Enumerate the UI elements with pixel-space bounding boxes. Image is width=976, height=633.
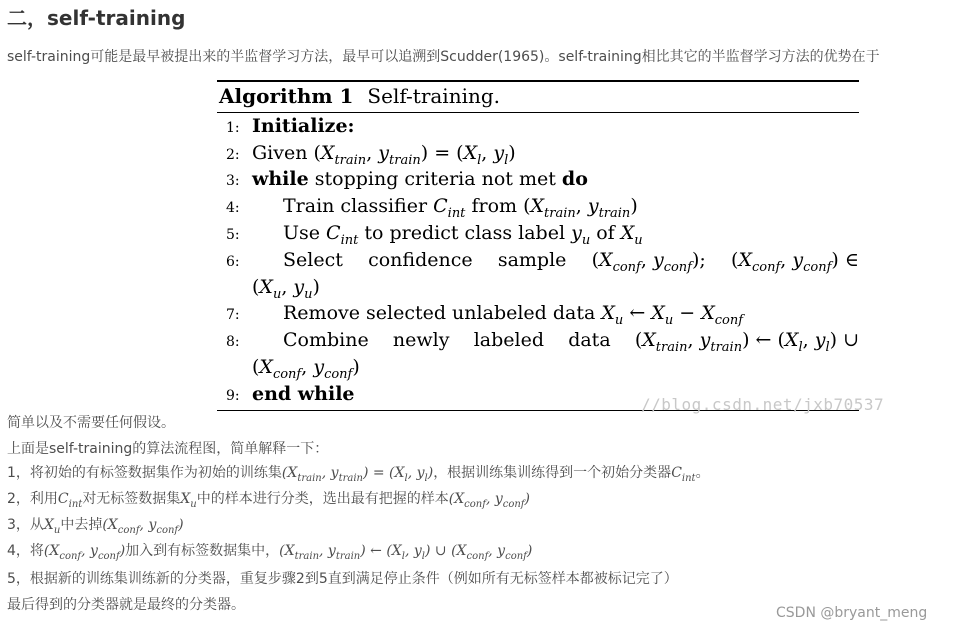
algorithm-label: Algorithm 1 — [219, 84, 354, 108]
explain-intro: 上面是self-training的算法流程图，简单解释一下： — [7, 441, 329, 457]
algorithm-caption — [219, 84, 500, 108]
intro-paragraph: self-training可能是最早被提出来的半监督学习方法，最早可以追溯到Scudder(1965)。self-training相比其它的半监督学习方法的优势在于 — [7, 49, 880, 65]
step-1-part-b: ，根据训练集训练得到一个初始分类器 — [433, 465, 672, 481]
line-number: 6: — [226, 254, 240, 270]
algorithm-figure — [217, 80, 859, 413]
title-rule — [217, 112, 859, 113]
line-text: Train classifier $C_{int}$ from ($X_{train}$, $y_{train}$) — [283, 195, 638, 221]
after-algorithm-text: 简单以及不需要任何假设。 — [7, 415, 175, 431]
line-text: ($X_{conf}$, $y_{conf}$) — [252, 356, 360, 382]
step-1-part-c: 。 — [695, 465, 710, 481]
algo-line-8 — [217, 329, 859, 356]
step-4: 4，将($X_{conf}$, $y_{conf}$)加入到有标签数据集中，($X_{train}$, $y_{train}$) ← ($X_l$, $y_l$) ∪ ($X_{conf}$, $y_{conf}$) — [7, 543, 533, 562]
line-text: Select confidence sample ($X_{conf}$, $y_{conf}$); ($X_{conf}$, $y_{conf}$) ∈ — [283, 249, 859, 275]
algo-line-8-cont — [217, 356, 859, 383]
algo-line-6 — [217, 249, 859, 276]
section-heading: 二，self-training — [7, 6, 186, 30]
csdn-credit: CSDN @bryant_meng — [776, 605, 928, 621]
line-text: Use $C_{int}$ to predict class label $y_u$ of $X_u$ — [283, 222, 643, 248]
line-number: 9: — [226, 388, 240, 404]
line-number: 1: — [226, 120, 240, 136]
line-number: 7: — [226, 307, 240, 323]
line-number: 3: — [226, 173, 240, 189]
image-watermark: //blog.csdn.net/jxb70537 — [641, 395, 885, 414]
algo-line-4 — [217, 195, 859, 222]
step-2-part-b: 对无标签数据集 — [82, 491, 181, 507]
algo-line-5 — [217, 222, 859, 249]
line-text: end while — [252, 383, 355, 405]
top-rule — [217, 80, 859, 82]
line-text: while stopping criteria not met do — [252, 168, 588, 190]
algo-line-2 — [217, 142, 859, 169]
line-number: 5: — [226, 227, 240, 243]
step-2-part-c: 中的样本进行分类，选出最有把握的样本 — [196, 491, 449, 507]
step-5: 5，根据新的训练集训练新的分类器，重复步骤2到5直到满足停止条件（例如所有无标签样本都被标记完了） — [7, 571, 678, 587]
conclusion-text: 最后得到的分类器就是最终的分类器。 — [7, 597, 245, 613]
step-2-part-a: 2，利用 — [7, 491, 58, 507]
step-3-part-b: 中去掉 — [60, 517, 103, 533]
algorithm-title: Self-training. — [367, 84, 501, 108]
algo-line-7 — [217, 302, 859, 329]
step-3-part-a: 3，从 — [7, 517, 44, 533]
line-number: 2: — [226, 147, 240, 163]
algo-line-3 — [217, 168, 859, 195]
algo-line-6-cont — [217, 276, 859, 303]
line-number: 4: — [226, 200, 240, 216]
line-text: ($X_u$, $y_u$) — [252, 276, 320, 302]
step-4-part-b: 加入到有标签数据集中， — [125, 543, 280, 559]
algo-line-1 — [217, 115, 859, 142]
step-1: 1，将初始的有标签数据集作为初始的训练集($X_{train}$, $y_{train}) = (X_l$, $y_l$)，根据训练集训练得到一个初始分类器$C_{int}$。 — [7, 465, 710, 484]
step-2: 2，利用$C_{int}$对无标签数据集$X_u$中的样本进行分类，选出最有把握的样本($X_{conf}$, $y_{conf}$) — [7, 491, 530, 510]
step-1-part-a: 1，将初始的有标签数据集作为初始的训练集 — [7, 465, 282, 481]
line-number: 8: — [226, 334, 240, 350]
line-text: Remove selected unlabeled data $X_u$ ← $X_u - X_{conf}$ — [283, 302, 744, 328]
line-text: Initialize: — [252, 115, 355, 137]
line-text: Given ($X_{train}$, $y_{train}) = (X_l$, $y_l$) — [252, 142, 516, 168]
step-3: 3，从$X_u$中去掉($X_{conf}$, $y_{conf}$) — [7, 517, 184, 536]
step-4-part-a: 4，将 — [7, 543, 44, 559]
line-text: Combine newly labeled data ($X_{train}$, $y_{train}$) ← ($X_l$, $y_l$) ∪ — [283, 329, 859, 355]
